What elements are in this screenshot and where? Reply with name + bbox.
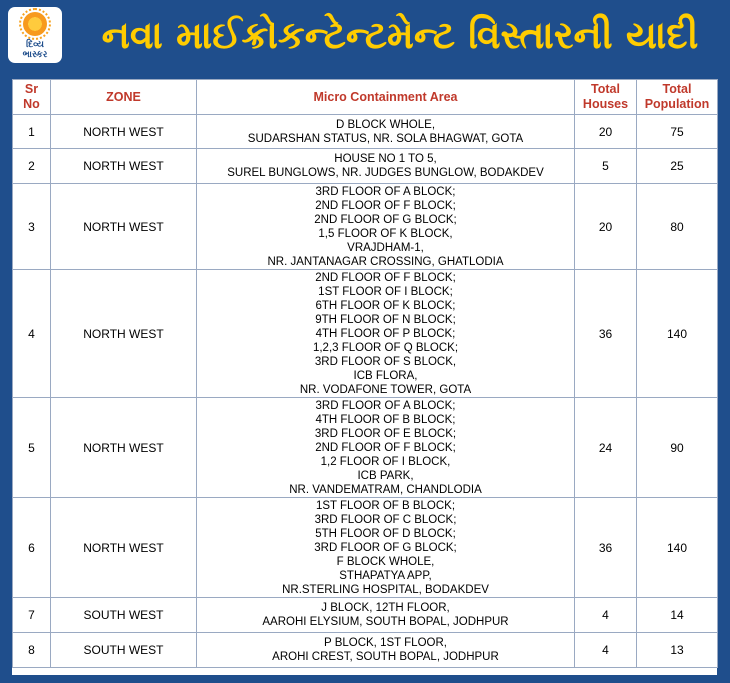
area-line: 3RD FLOOR OF C BLOCK; xyxy=(314,513,457,526)
area-line: 3RD FLOOR OF A BLOCK; xyxy=(315,399,456,412)
area-line: ICB PARK, xyxy=(357,469,414,482)
area-line: 2ND FLOOR OF G BLOCK; xyxy=(314,213,457,226)
cell-zone: NORTH WEST xyxy=(51,498,197,598)
logo-line-1: દિવ્ય xyxy=(26,39,44,50)
cell-sr-no: 2 xyxy=(13,149,51,184)
col-header-sr-line1: Sr xyxy=(24,82,39,96)
cell-total-houses: 4 xyxy=(575,598,637,633)
cell-zone: NORTH WEST xyxy=(51,398,197,498)
area-line: 9TH FLOOR OF N BLOCK; xyxy=(315,313,456,326)
cell-total-houses: 20 xyxy=(575,184,637,270)
area-line: 1,2 FLOOR OF I BLOCK, xyxy=(320,455,451,468)
area-line: 4TH FLOOR OF P BLOCK; xyxy=(315,327,456,340)
area-line: STHAPATYA APP, xyxy=(339,569,432,582)
cell-total-houses: 5 xyxy=(575,149,637,184)
table-row xyxy=(13,115,718,149)
table-row xyxy=(13,398,718,498)
area-line: SUDARSHAN STATUS, NR. SOLA BHAGWAT, GOTA xyxy=(247,132,524,145)
cell-area xyxy=(197,398,575,498)
divya-bhaskar-logo xyxy=(8,7,62,63)
area-line: 5TH FLOOR OF D BLOCK; xyxy=(315,527,456,540)
cell-total-population: 13 xyxy=(637,633,718,668)
col-header-sr-line2: No xyxy=(23,97,40,111)
table-body xyxy=(13,115,718,668)
cell-total-houses: 20 xyxy=(575,115,637,149)
cell-sr-no: 8 xyxy=(13,633,51,668)
cell-zone: NORTH WEST xyxy=(51,115,197,149)
table-row xyxy=(13,633,718,668)
col-header-houses-line2: Houses xyxy=(582,97,629,111)
cell-zone: SOUTH WEST xyxy=(51,633,197,668)
cell-total-population: 14 xyxy=(637,598,718,633)
area-line: 2ND FLOOR OF F BLOCK; xyxy=(315,271,456,284)
cell-total-houses: 36 xyxy=(575,270,637,398)
cell-zone: NORTH WEST xyxy=(51,149,197,184)
area-line: J BLOCK, 12TH FLOOR, xyxy=(321,602,450,614)
col-header-houses xyxy=(575,80,637,115)
area-line: 3RD FLOOR OF E BLOCK; xyxy=(314,427,457,440)
col-header-population xyxy=(637,80,718,115)
area-line: HOUSE NO 1 TO 5, xyxy=(334,153,437,165)
cell-area xyxy=(197,598,575,633)
cell-sr-no: 3 xyxy=(13,184,51,270)
containment-table xyxy=(12,79,718,668)
area-line: NR. JANTANAGAR CROSSING, GHATLODIA xyxy=(267,255,504,268)
cell-total-population: 80 xyxy=(637,184,718,270)
logo-line-2: ભાસ્કર xyxy=(22,49,48,60)
area-line: SUREL BUNGLOWS, NR. JUDGES BUNGLOW, BODAKDEV xyxy=(227,167,544,179)
cell-total-population: 140 xyxy=(637,270,718,398)
area-line: 1,5 FLOOR OF K BLOCK, xyxy=(318,227,453,240)
area-line: P BLOCK, 1ST FLOOR, xyxy=(324,637,447,649)
cell-total-houses: 24 xyxy=(575,398,637,498)
cell-total-population: 25 xyxy=(637,149,718,184)
area-line: 3RD FLOOR OF A BLOCK; xyxy=(315,185,456,198)
table-row xyxy=(13,598,718,633)
table-row xyxy=(13,184,718,270)
cell-sr-no: 6 xyxy=(13,498,51,598)
cell-total-population: 140 xyxy=(637,498,718,598)
cell-total-houses: 36 xyxy=(575,498,637,598)
area-line: AROHI CREST, SOUTH BOPAL, JODHPUR xyxy=(272,651,499,663)
col-header-sr xyxy=(13,80,51,115)
cell-sr-no: 4 xyxy=(13,270,51,398)
table-row xyxy=(13,498,718,598)
sun-icon xyxy=(23,12,47,36)
cell-total-population: 75 xyxy=(637,115,718,149)
area-line: 6TH FLOOR OF K BLOCK; xyxy=(315,299,456,312)
area-line: D BLOCK WHOLE, xyxy=(335,118,436,131)
cell-area xyxy=(197,115,575,149)
area-line: 2ND FLOOR OF F BLOCK; xyxy=(315,199,456,212)
cell-zone: NORTH WEST xyxy=(51,270,197,398)
col-header-houses-line1: Total xyxy=(591,82,620,96)
area-line: 3RD FLOOR OF S BLOCK, xyxy=(314,355,457,368)
area-line: 4TH FLOOR OF B BLOCK; xyxy=(315,413,456,426)
area-line: NR. VANDEMATRAM, CHANDLODIA xyxy=(289,483,482,496)
area-line: 1ST FLOOR OF I BLOCK; xyxy=(318,285,453,298)
cell-area xyxy=(197,149,575,184)
area-line: 3RD FLOOR OF G BLOCK; xyxy=(314,541,457,554)
area-line: F BLOCK WHOLE, xyxy=(336,555,435,568)
cell-area xyxy=(197,633,575,668)
col-header-population-line2: Population xyxy=(644,97,710,111)
cell-sr-no: 7 xyxy=(13,598,51,633)
col-header-area: Micro Containment Area xyxy=(197,80,575,115)
cell-total-houses: 4 xyxy=(575,633,637,668)
page-title: નવા માઈક્રોકન્ટેન્ટમેન્ટ વિસ્તારની યાદી xyxy=(101,13,699,57)
header-banner xyxy=(0,0,730,70)
area-line: NR. VODAFONE TOWER, GOTA xyxy=(299,383,472,396)
logo-text xyxy=(23,40,48,60)
area-line: ICB FLORA, xyxy=(353,369,418,382)
area-line: 1ST FLOOR OF B BLOCK; xyxy=(315,499,456,512)
cell-zone: NORTH WEST xyxy=(51,184,197,270)
area-line: VRAJDHAM-1, xyxy=(347,241,424,254)
table-row xyxy=(13,149,718,184)
cell-total-population: 90 xyxy=(637,398,718,498)
col-header-population-line1: Total xyxy=(662,82,692,96)
cell-sr-no: 5 xyxy=(13,398,51,498)
table-row xyxy=(13,270,718,398)
area-line: 1,2,3 FLOOR OF Q BLOCK; xyxy=(312,341,459,354)
cell-area xyxy=(197,270,575,398)
cell-sr-no: 1 xyxy=(13,115,51,149)
cell-area xyxy=(197,184,575,270)
col-header-zone: ZONE xyxy=(51,80,197,115)
area-line: AAROHI ELYSIUM, SOUTH BOPAL, JODHPUR xyxy=(262,616,509,628)
table-header-row xyxy=(13,80,718,115)
area-line: NR.STERLING HOSPITAL, BODAKDEV xyxy=(282,583,489,596)
containment-table-container xyxy=(12,79,717,675)
cell-zone: SOUTH WEST xyxy=(51,598,197,633)
area-line: 2ND FLOOR OF F BLOCK; xyxy=(315,441,456,454)
cell-area xyxy=(197,498,575,598)
